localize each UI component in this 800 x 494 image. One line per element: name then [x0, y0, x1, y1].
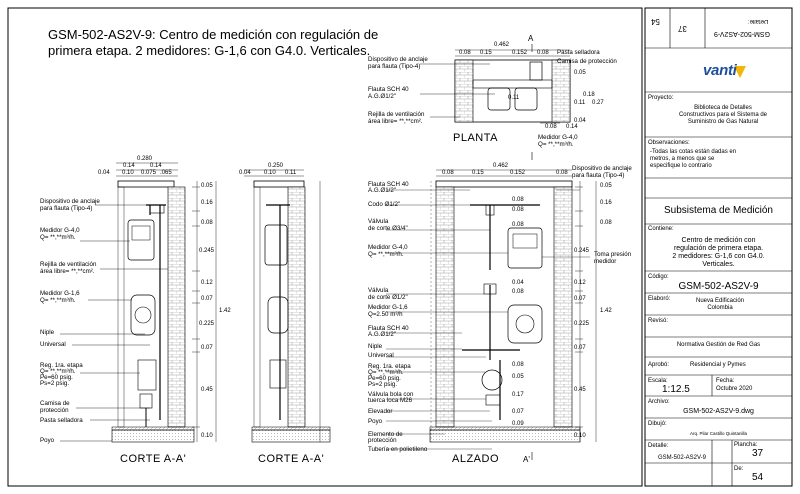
tb-de: 54	[752, 472, 764, 483]
alzado-label: Válvula	[368, 287, 389, 294]
vdim: 0.45	[201, 387, 213, 393]
corte2-dim-total: 0.250	[268, 163, 284, 169]
planta-vdim: 0.05	[574, 70, 586, 76]
alzado-dim: 0.15	[472, 170, 484, 176]
corte1-dim-total: 0.280	[137, 156, 153, 162]
tb-observaciones-line: especifique lo contrario	[650, 163, 712, 169]
alzado-inner-dim: 0.17	[512, 392, 524, 398]
tb-top-sheet-total	[647, 12, 667, 46]
corte1-dim: 0.14	[150, 163, 162, 169]
vdim-right: 0.245	[574, 248, 590, 254]
tb-reviso: Normativa Gestión de Red Gas	[676, 342, 761, 348]
alzado-inner-dim: 0.08	[512, 197, 524, 203]
corte1-label: Medidor G-1,6	[40, 290, 80, 297]
corte1-label: Reg. 1ra. etapa	[40, 362, 83, 369]
tb-top-code	[708, 14, 790, 44]
tb-subsistema: Subsistema de Medición	[664, 205, 773, 216]
planta-caption: PLANTA	[453, 132, 498, 144]
planta-dim-total: 0.462	[494, 42, 510, 48]
vdim: 0.05	[201, 183, 213, 189]
planta-label: Medidor G-4,0	[538, 134, 578, 141]
corte1-label: Medidor G-4,0	[40, 227, 80, 234]
alzado-label: Elemento de	[368, 431, 403, 438]
tb-elaboro-line: Colombia	[707, 305, 733, 311]
tb-escala: 1:12.5	[662, 384, 690, 395]
alzado-caption: ALZADO	[452, 453, 500, 465]
corte1-label: Camisa de	[40, 400, 70, 407]
planta-vdim: 0.14	[566, 124, 578, 130]
vdim-right: 0.10	[574, 433, 586, 439]
alzado-label: Tubería en polietileno	[368, 446, 428, 453]
alzado-dim: 0.152	[510, 170, 526, 176]
tb-observaciones-line: metros, a menos que se	[650, 156, 715, 162]
vdim: 0.16	[201, 200, 213, 206]
corte1-dim: 0.075	[141, 170, 157, 176]
tb-detalle-bottom: GSM-502-AS2V-9	[658, 455, 707, 461]
planta-label: Rejilla de ventilación	[368, 111, 425, 118]
alzado-label: A.G.Ø1/2"	[368, 187, 396, 194]
tb-codigo-label: Código:	[648, 274, 669, 280]
alzado-label: Flauta SCH 40	[368, 181, 409, 188]
alzado-inner-dim: 0.08	[512, 207, 524, 213]
corte2-caption: CORTE A-A'	[258, 453, 325, 465]
planta-vdim: 0.11	[574, 100, 586, 106]
vdim: 0.08	[201, 220, 213, 226]
tb-dibujo-label: Dibujó:	[648, 421, 667, 427]
tb-dibujo: Arq. Pilar Castillo Quintanilla	[689, 431, 748, 436]
tb-archivo-label: Archivo:	[648, 399, 670, 405]
corte1-label: Dispositivo de anclaje	[40, 198, 100, 205]
tb-top-sheet-value: 37	[678, 24, 687, 33]
alzado-label: Válvula	[368, 218, 389, 225]
tb-elaboro-label: Elaboró:	[648, 296, 671, 302]
tb-plancha-label: Plancha:	[734, 442, 758, 448]
corte1-label: Pe=60 psig.	[40, 374, 73, 381]
planta-vdim: 0.18	[583, 92, 595, 98]
alzado-inner-dim: 0.08	[512, 289, 524, 295]
tb-top-code-value: GSM-502-AS2V-9	[714, 30, 771, 37]
corte2-dim: 0.04	[239, 170, 251, 176]
planta-dim: 0.15	[480, 50, 492, 56]
alzado-label: Flauta SCH 40	[368, 325, 409, 332]
planta-vdim: 0.08	[545, 124, 557, 130]
corte1-dim: 0.10	[122, 170, 134, 176]
alzado-view	[386, 152, 590, 460]
alzado-label: de corte Ø1/2"	[368, 294, 408, 301]
tb-proyecto-line: Constructivos para el Sistema de	[678, 112, 768, 118]
vdim-right: 0.07	[574, 296, 586, 302]
corte1-dim: .065	[160, 170, 172, 176]
tb-archivo: GSM-502-AS2V-9.dwg	[683, 408, 754, 415]
corte1-label: Q= **,**m³/h.	[40, 368, 76, 375]
planta-label: área libre= **,**cm².	[368, 118, 423, 125]
tb-de-label: De:	[734, 466, 744, 472]
alzado-label: Elevador	[368, 408, 393, 415]
tb-escala-label: Escala:	[648, 378, 668, 384]
alzado-label: Válvula bola con	[368, 391, 414, 398]
corte1-label: Niple	[40, 329, 55, 336]
drawing-title-line2: primera etapa. 2 medidores: G-1,6 con G4.0. Verticales.	[48, 43, 371, 58]
vdim-right: 0.225	[574, 321, 590, 327]
alzado-label: Medidor G-4,0	[368, 244, 408, 251]
planta-label: Flauta SCH 40	[368, 86, 409, 93]
planta-label: Pasta selladora	[557, 49, 600, 56]
alzado-label: Ps=2 psig.	[368, 381, 398, 388]
tb-top-sheet-total-value: 54	[651, 17, 660, 26]
planta-label: A.G.Ø1/2"	[368, 93, 396, 100]
corte1-label: Q= **,**m³/h.	[40, 234, 76, 241]
vdim-right: 0.45	[574, 387, 586, 393]
alzado-dim: 0.08	[442, 170, 454, 176]
alzado-right-label: Toma presión	[594, 251, 632, 258]
tb-observaciones-line: -Todas las cotas están dadas en	[650, 149, 737, 155]
planta-vdim: 0.27	[592, 100, 604, 106]
tb-aprobo: Residencial y Pymes	[690, 362, 746, 368]
vdim-total: 1.42	[219, 308, 231, 314]
tb-plancha: 37	[752, 448, 764, 459]
corte1-label: Rejilla de ventilación	[40, 261, 97, 268]
tb-proyecto-line: Biblioteca de Detalles	[694, 105, 752, 111]
corte1-label: área libre= **,**cm².	[40, 268, 95, 275]
planta-label: para flauta (Tipo-4)	[368, 63, 421, 70]
alzado-inner-dim: 0.09	[512, 421, 524, 427]
vdim: 0.245	[199, 248, 215, 254]
vdim: 0.225	[199, 321, 215, 327]
corte1-label: Pasta selladora	[40, 417, 83, 424]
alzado-label: de corte Ø3/4"	[368, 225, 408, 232]
planta-label: Dispositivo de anclaje	[368, 56, 428, 63]
corte1-label: Poyo	[40, 437, 55, 444]
vdim: 0.07	[201, 345, 213, 351]
section-mark-top: A	[528, 34, 534, 43]
alzado-inner-dim: 0.04	[512, 280, 524, 286]
tb-detalle-bottom-label: Detalle:	[648, 443, 669, 449]
corte2-view	[244, 170, 330, 442]
corte1-dim: 0.04	[98, 170, 110, 176]
alzado-right-label: para flauta (Tipo-4)	[572, 172, 625, 179]
tb-top-detalle-label: Detalle:	[748, 18, 769, 24]
alzado-inner-dim: 0.08	[512, 362, 524, 368]
corte1-label: para flauta (Tipo-4)	[40, 205, 93, 212]
planta-dim: 0.08	[459, 50, 471, 56]
tb-elaboro	[680, 298, 760, 312]
tb-top-sheet	[672, 14, 702, 44]
tb-proyecto-label: Proyecto:	[648, 95, 674, 101]
tb-contiene-line: Verticales.	[702, 261, 735, 268]
corte1-caption: CORTE A-A'	[120, 453, 187, 465]
alzado-right-label: Dispositivo de anclaje	[572, 165, 632, 172]
alzado-inner-dim: 0.07	[512, 409, 524, 415]
tb-contiene-line: 2 medidores: G-1,6 con G4.0.	[672, 253, 765, 260]
tb-contiene-line: Centro de medición con	[681, 237, 756, 244]
alzado-label: Poyo	[368, 418, 383, 425]
corte1-dim: 0.14	[123, 163, 135, 169]
drawing-title-line1: GSM-502-AS2V-9: Centro de medición con regulación de	[48, 27, 379, 42]
tb-codigo: GSM-502-AS2V-9	[678, 281, 759, 292]
tb-contiene-label: Contiene:	[648, 226, 674, 232]
alzado-label: protección	[368, 437, 397, 444]
planta-dim: 0.08	[537, 50, 549, 56]
alzado-label: Universal	[368, 352, 394, 359]
alzado-dim-total: 0.462	[493, 163, 509, 169]
alzado-label: Reg. 1ra. etapa	[368, 363, 411, 370]
alzado-dim: 0.08	[556, 170, 568, 176]
alzado-inner-dim: 0.05	[512, 374, 524, 380]
tb-elaboro-line: Nueva Edificación	[695, 298, 745, 304]
alzado-label: Niple	[368, 343, 383, 350]
tb-contiene	[645, 237, 792, 269]
tb-observaciones-label: Observaciones:	[648, 140, 690, 146]
tb-proyecto	[658, 105, 788, 126]
alzado-label: Q= **,**m³/h.	[368, 369, 404, 376]
section-mark-bottom: A'	[523, 455, 530, 464]
alzado-inner-dim: 0.08	[512, 222, 524, 228]
vdim: 0.10	[201, 433, 213, 439]
alzado-right-label: medidor	[594, 258, 617, 265]
alzado-label: Q=2.50 m³/h	[368, 311, 403, 318]
tb-contiene-line: regulación de primera etapa.	[673, 245, 764, 252]
planta-vdim: 0.04	[574, 118, 586, 124]
tb-fecha-label: Fecha:	[716, 378, 735, 384]
corte2-dim: 0.10	[264, 170, 276, 176]
planta-dim: 0.152	[512, 50, 528, 56]
vanti-logo: vanti	[703, 62, 737, 79]
tb-aprobo-label: Aprobó:	[648, 362, 670, 368]
drawing-title	[48, 27, 378, 59]
planta-label: Q= **,**m³/h.	[538, 141, 574, 148]
vdim-right: 0.12	[574, 280, 586, 286]
vdim-right: 0.08	[600, 220, 612, 226]
alzado-label: Medidor G-1,6	[368, 304, 408, 311]
corte1-label: Universal	[40, 341, 66, 348]
corte1-label: Q= **,**m³/h.	[40, 297, 76, 304]
vdim-right: 0.16	[600, 200, 612, 206]
vdim: 0.12	[201, 280, 213, 286]
planta-label: Camisa de protección	[557, 58, 617, 65]
tb-fecha: Octubre 2020	[716, 386, 753, 392]
tb-proyecto-line: Suministro de Gas Natural	[687, 119, 759, 125]
tb-observaciones	[650, 149, 736, 170]
alzado-label: A.G.Ø1/2"	[368, 331, 396, 338]
alzado-label: Codo Ø1/2"	[368, 201, 401, 208]
vdim-right: 0.07	[574, 345, 586, 351]
tb-reviso-label: Revisó:	[648, 318, 669, 324]
vdim-right-total: 1.42	[600, 308, 612, 314]
vdim-right: 0.05	[600, 183, 612, 189]
alzado-label: Q= **,**m³/h.	[368, 251, 404, 258]
alzado-label: Pe=60 psig.	[368, 375, 401, 382]
vdim: 0.07	[201, 296, 213, 302]
alzado-label: tuerca loca M26	[368, 397, 413, 404]
corte1-label: Ps=2 psig.	[40, 380, 70, 387]
corte2-dim: 0.11	[285, 170, 297, 176]
corte1-label: protección	[40, 407, 69, 414]
planta-vdim: 0.11	[508, 95, 520, 101]
